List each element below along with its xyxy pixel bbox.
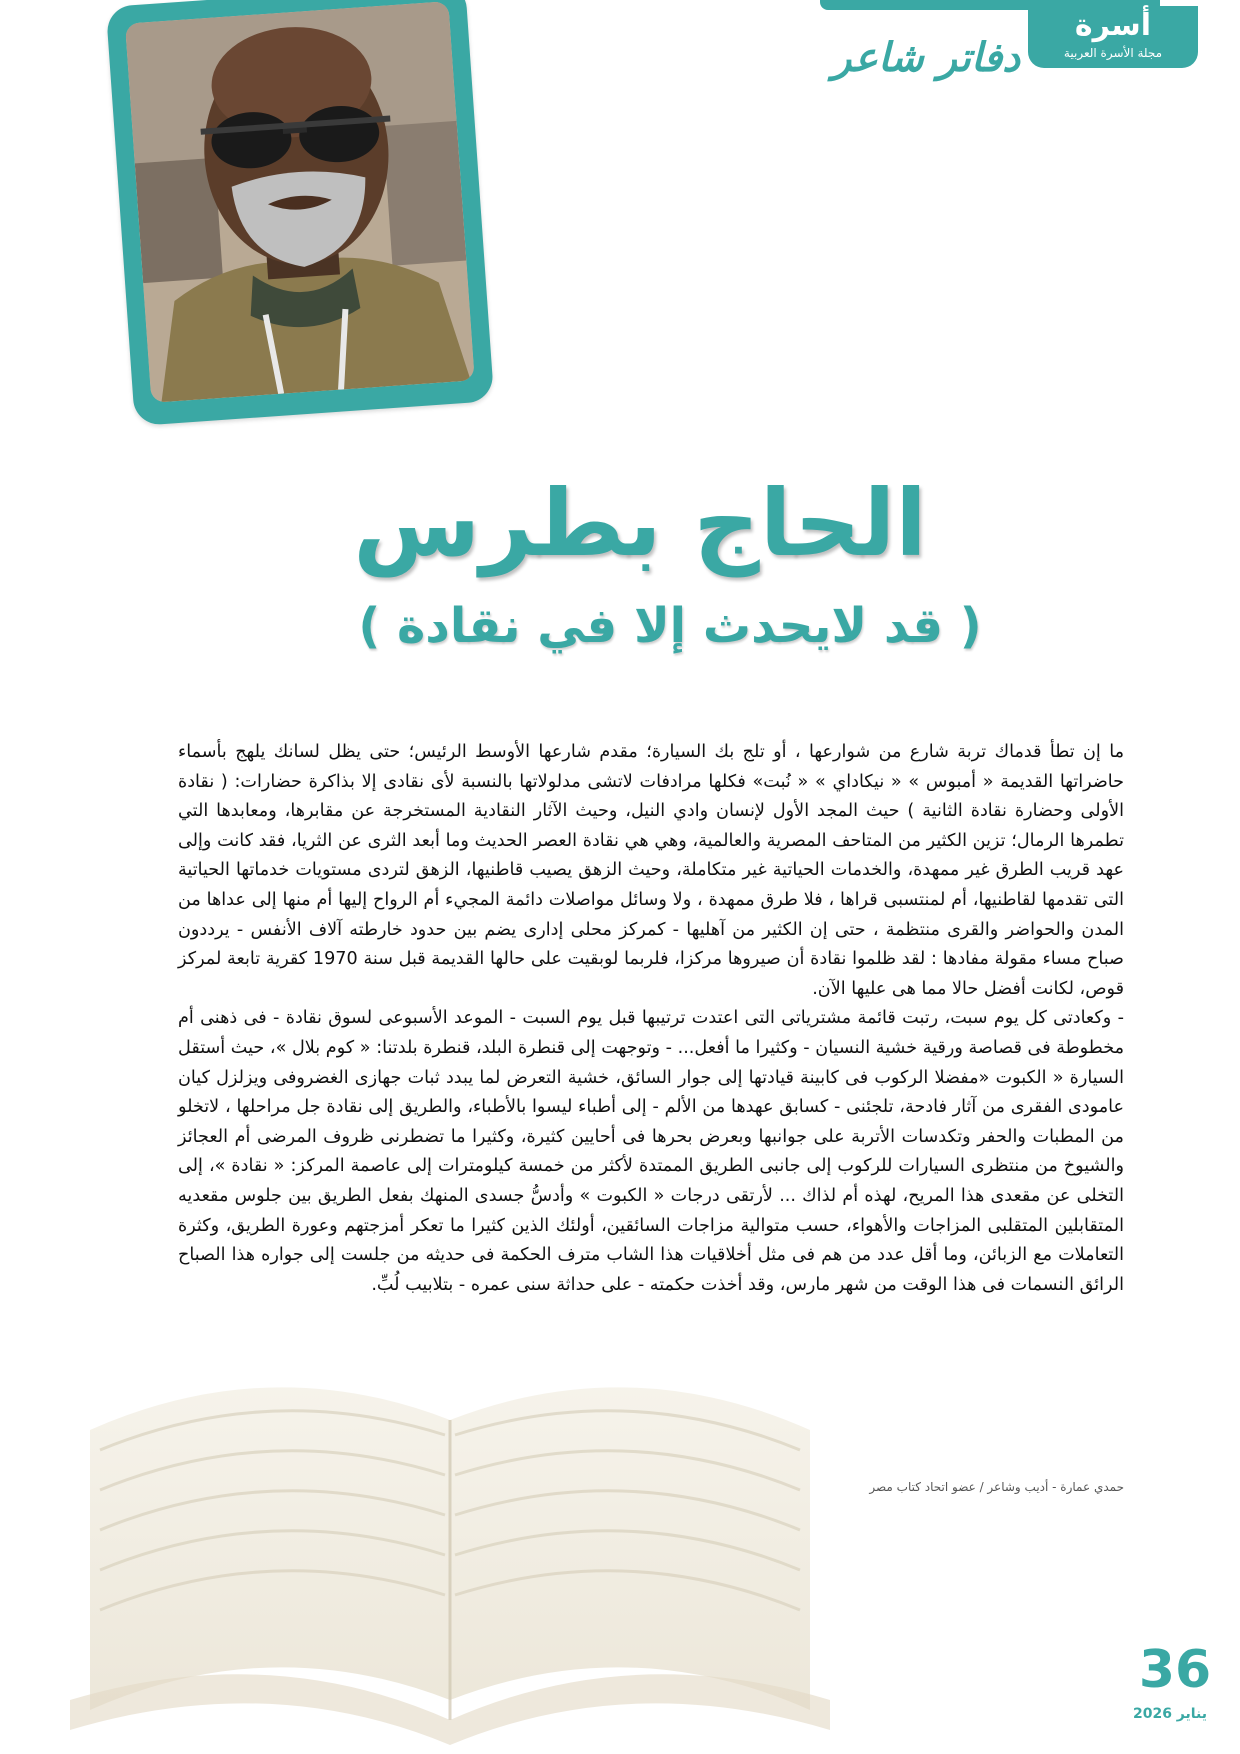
logo-subtitle: مجلة الأسرة العربية [1063,46,1163,60]
page-number: 36 [1138,1640,1212,1700]
logo-title: أسرة [1074,8,1152,43]
article-body [178,738,1124,1300]
author-photo-frame [106,0,494,426]
section-title: دفاتر شاعر [832,34,1020,81]
magazine-logo[interactable] [1028,6,1198,68]
author-credit: حمدي عمارة - أديب وشاعر / عضو اتحاد كتاب مصر [869,1480,1124,1494]
article-subtitle: ( قد لايحدث إلا في نقادة ) [358,598,982,654]
portrait-photo [125,1,475,403]
issue-date: يناير 2026 [1132,1706,1208,1722]
article-title: الحاج بطرس [353,470,927,577]
article-paragraph: ما إن تطأ قدماك تربة شارع من شوارعها ، أو تلج بك السيارة؛ مقدم شارعها الأوسط الرئيس؛ حتى يظل لسانك يلهج بأسماء حاضراتها القديمة « أمبوس » « نيكاداي » « نُبت» فكلها مرادفات لاتشى مدلولاتها بالنسبة لأى نقادى إلا بذاكرة حضارات: ( نقادة الأولى وحضارة نقادة الثانية ) حيث المجد الأول لإنسان وادي النيل، وحيث الآثار النقادية المستخرجة عن مقابرها، ومعابدها التي تطمرها الرمال؛ تزين الكثير من المتاحف المصرية والعالمية، وهي هي نقادة العصر الحديث وما أبعد الثرى عن الثريا، فقد كانت وإلى عهد قريب الطرق غير ممهدة، والخدمات الحياتية غير متكاملة، وحيث الزهق يصيب قاطنيها، الزهق لتردى مستويات خدماتها الحياتية التى تقدمها لقاطنيها، أم لمنتسبى قراها ، فلا طرق ممهدة ، ولا وسائل مواصلات دائمة المجيء أم الرواح إليها أم منها إلى عداها من المدن والحواضر والقرى منتظمة ، حتى إن الكثير من آهليها - كمركز محلى إدارى يضم بين حدود خارطته آلاف الأنفس - يرددون صباح مساء مقولة مفادها : لقد ظلموا نقادة أن صيروها مركزا، فلربما لوبقيت على حالها القديمة قبل سنة 1970 كقرية تابعة لمركز قوص، لكانت أفضل حالا مما هى عليها الآن. [178,742,1124,999]
portrait-photo-icon [125,1,475,403]
article-paragraph: - وكعادتى كل يوم سبت، رتبت قائمة مشترياتى التى اعتدت ترتيبها قبل يوم السبت - الموعد الأسبوعى لسوق نقادة - فى ذهنى أم مخطوطة فى قصاصة ورقية خشية النسيان - وكثيرا ما أفعل... - وتوجهت إلى قنطرة البلد، قنطرة بلدتنا: « كوم بلال »، حيث أستقل السيارة « الكبوت «مفضلا الركوب فى كابينة قيادتها إلى جوار السائق، خشية التعرض لما يبدد ثبات جهازى الغضروفى ويزلزل كيان عامودى الفقرى من آثار فادحة، تلجئنى - كسابق عهدها من الألم - إلى أطباء ليسوا بالأطباء، والطريق إلى نقادة جل مراحلها ، لاتخلو من المطبات والحفر وتكدسات الأتربة على جوانبها وبعرض بحرها فى أحايين كثيرة، وكثيرا ما تضطرنى ظروف المرضى أم العجائز والشيوخ من منتظرى السيارات للركوب إلى جانبى الطريق الممتدة لأكثر من خمسة كيلومترات إلى عاصمة المركز: « نقادة »، إلى التخلى عن مقعدى هذا المريح، لهذه أم لذاك ... لأرتقى درجات « الكبوت » وأدسُّ جسدى المنهك بفعل الطريق بين جلوس مقعديه المتقابلين المتقلبى المزاجات والأهواء، حسب متوالية مزاجات السائقين، أولئك الذين كثيرا ما تعكر أمزجتهم وعورة الطريق، وكثرة التعاملات مع الزبائن، وما أقل عدد من هم فى مثل أخلاقيات هذا الشاب مترف الحكمة فى حديثه من جلست إلى جواره هذا الصباح الرائق النسمات فى هذا الوقت من شهر مارس، وقد أخذت حكمته - على حداثة سنى عمره - بتلابيب لُبِّ. [178,1008,1124,1295]
